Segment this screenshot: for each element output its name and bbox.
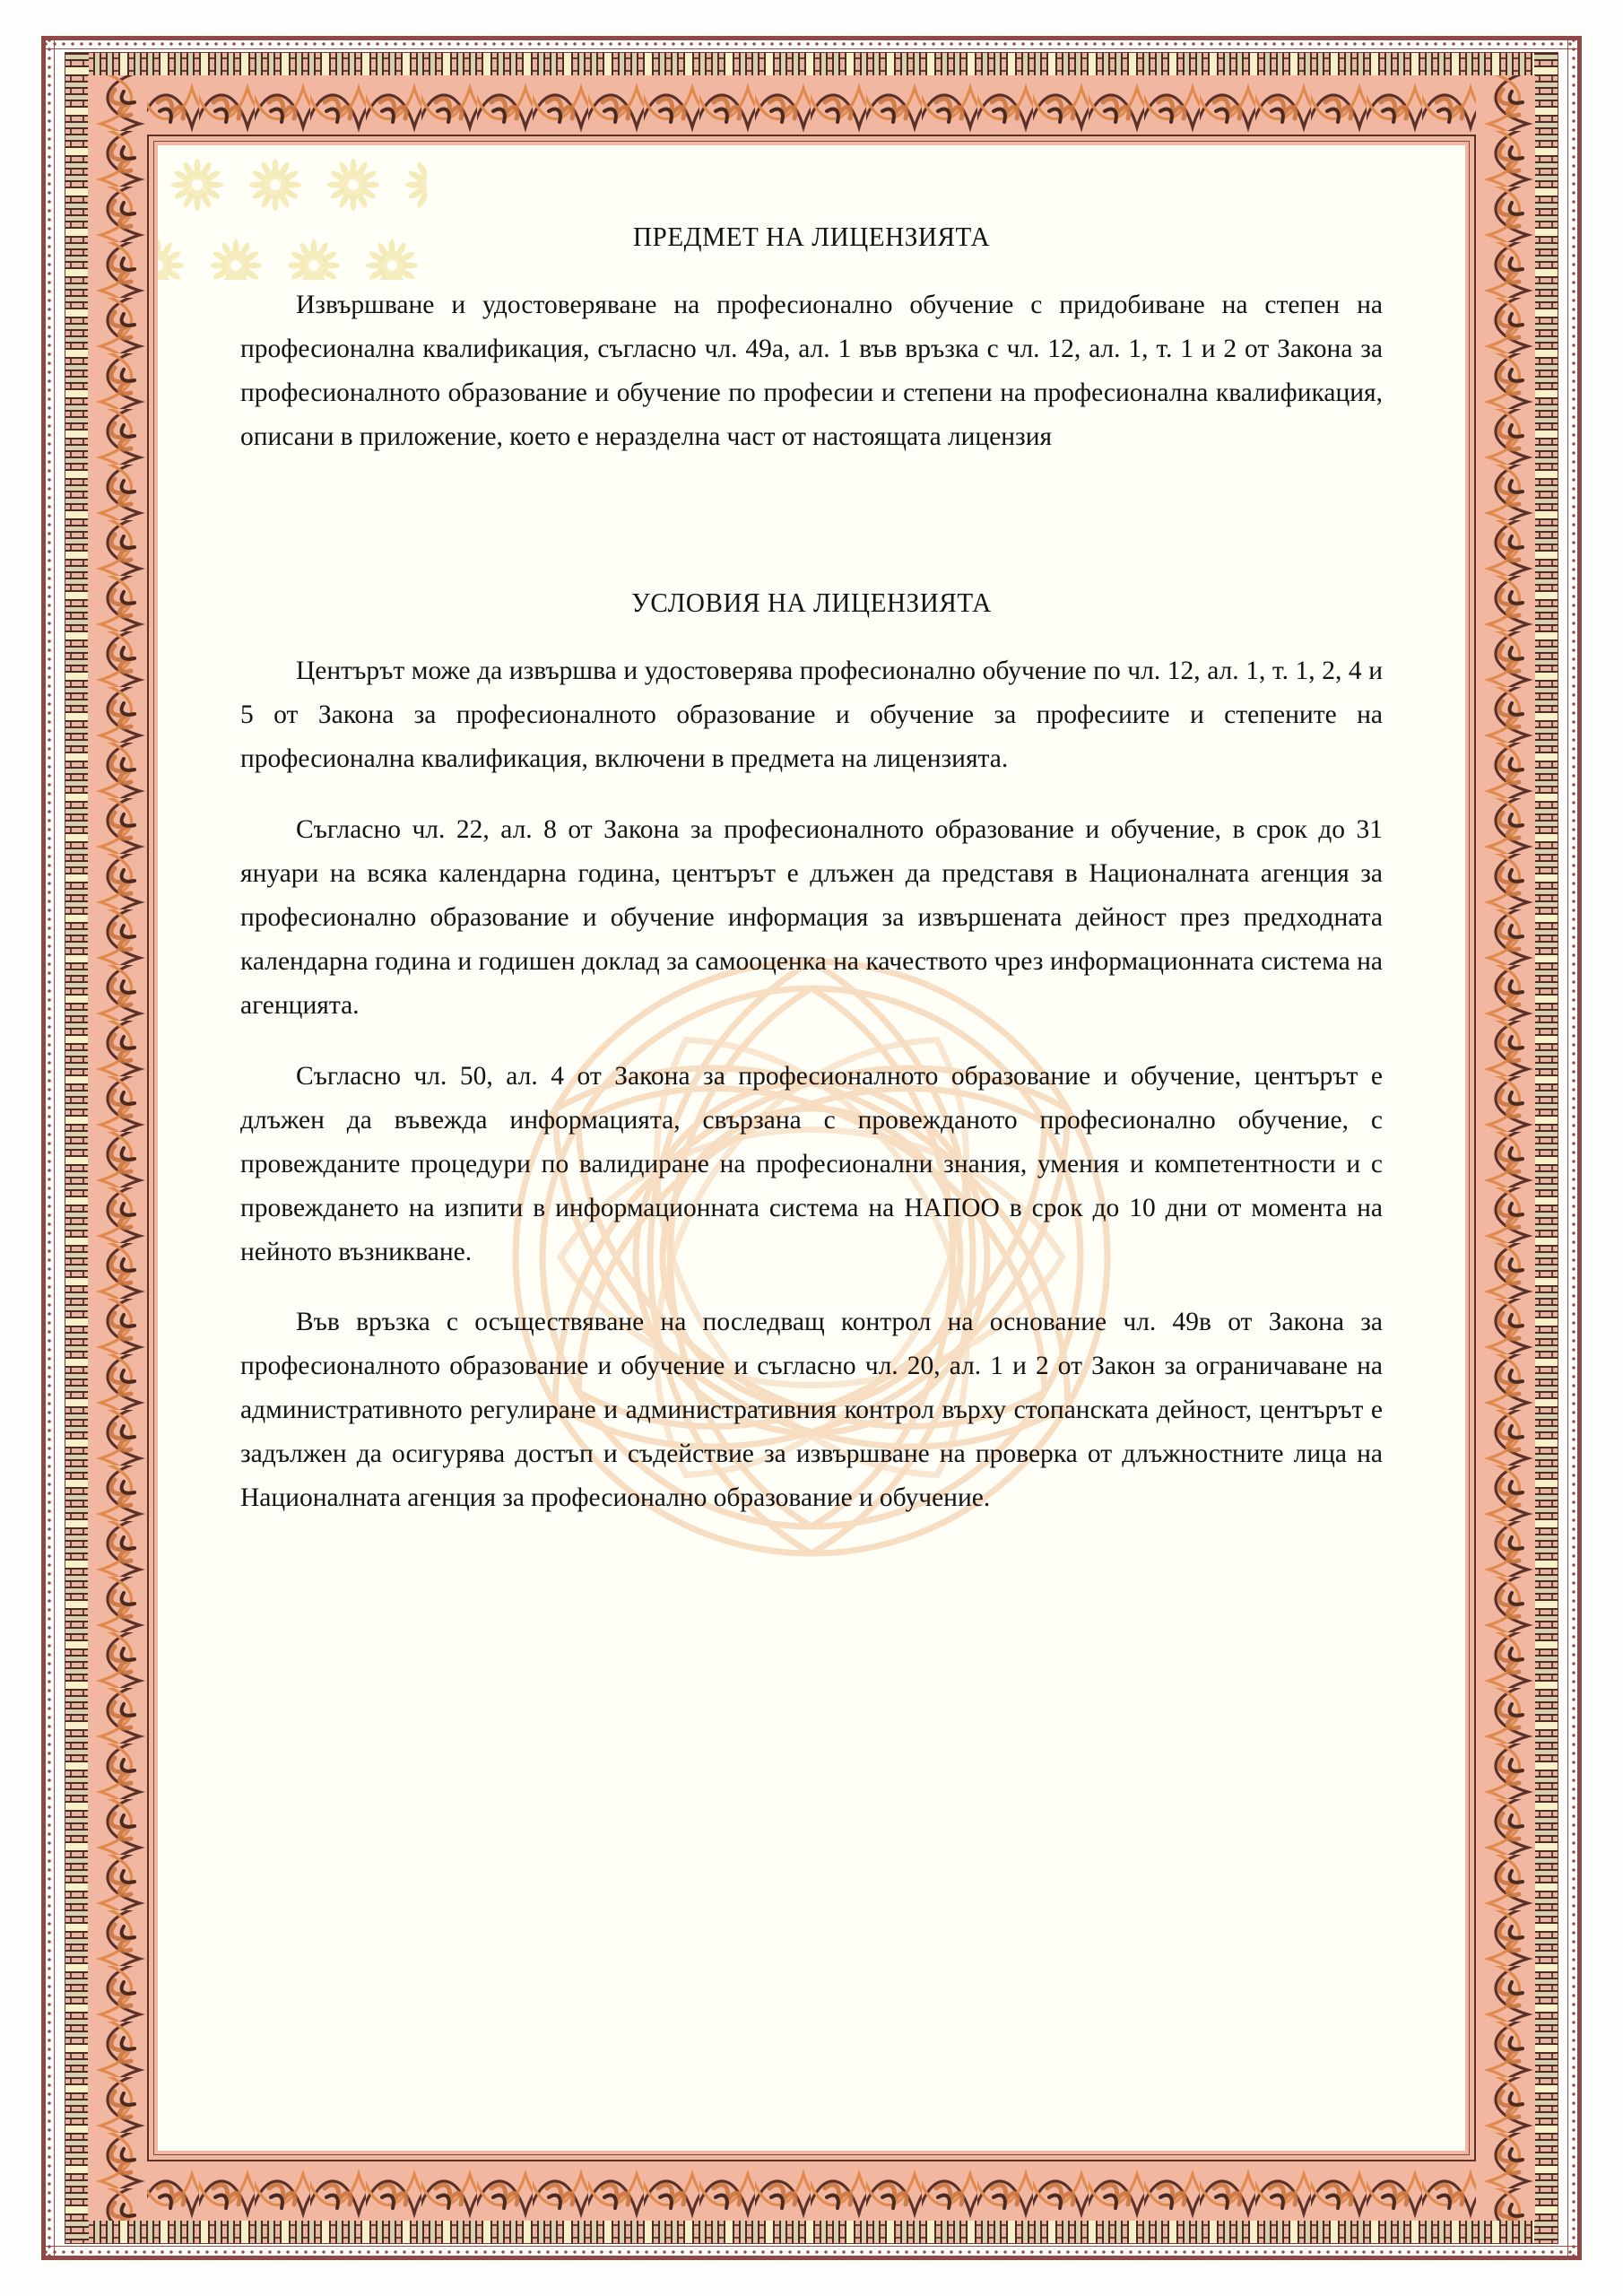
bead-top-edge: [65, 53, 1558, 76]
knot-left-edge: [88, 75, 147, 2221]
bead-left-edge: [65, 53, 89, 2243]
paragraph-conditions-3: Съгласно чл. 50, ал. 4 от Закона за професионалното образование и обучение, центърът е длъжен да въвежда информацията, свързана с провежданото професионално обучение, с провежданите процедури по валидиране на професионални знания, умения и компетентности и с провеждането на изпити в информационната система на НАПОО в срок до 10 дни от момента на нейното възникване.: [240, 1061, 1383, 1266]
knot-top-edge: [88, 75, 1535, 135]
paragraph-conditions-4: Във връзка с осъществяване на последващ контрол на основание чл. 49в от Закона за професионалното образование и обучение и съгласно чл. 20, ал. 1 и 2 от Закон за ограничаване на административното регулиране и административния контрол върху стопанската дейност, центърът е задължен да осигурява достъп и съдействие за извършване на проверка от длъжностните лица на Националната агенция за професионално образование и обучение.: [240, 1308, 1383, 1513]
comb-right-edge: [1562, 36, 1582, 2260]
section-title-conditions: УСЛОВИЯ НА ЛИЦЕНЗИЯТА: [631, 586, 992, 618]
section-title-subject: ПРЕДМЕТ НА ЛИЦЕНЗИЯТА: [632, 221, 991, 252]
bead-right-edge: [1534, 53, 1558, 2243]
paragraph-subject-1: Извършване и удостоверяване на професионално обучение с придобиване на степен на професионална квалификация, съгласно чл. 49а, ал. 1 във връзка с чл. 12, ал. 1, т. 1 и 2 от Закона за професионалното образование и обучение по професии и степени на професионална квалификация, описани в приложение, което е неразделна част от настоящата лицензия: [240, 291, 1383, 451]
comb-left-edge: [41, 36, 61, 2260]
section-spacer: [240, 486, 1383, 587]
document-body: [158, 145, 1465, 2151]
paragraph-conditions-1: Центърът може да извършва и удостоверява професионално обучение по чл. 12, ал. 1, т. 1, 2, 4 и 5 от Закона за професионалното образование и обучение за професиите и степените на професионална квалификация, включени в предмета на лицензията.: [240, 656, 1383, 773]
knot-right-edge: [1476, 75, 1535, 2221]
bead-bottom-edge: [65, 2220, 1558, 2243]
paragraph-conditions-2: Съгласно чл. 22, ал. 8 от Закона за професионалното образование и обучение, в срок до 31 януари на всяка календарна година, центърът е длъжен да представя в Националната агенция за професионално образование и обучение информация за извършената дейност през предходната календарна година и годишен доклад за самооценка на качеството чрез информационната система на агенцията.: [240, 814, 1383, 1020]
paper-field: [158, 145, 1465, 2151]
knot-bottom-edge: [88, 2161, 1535, 2221]
